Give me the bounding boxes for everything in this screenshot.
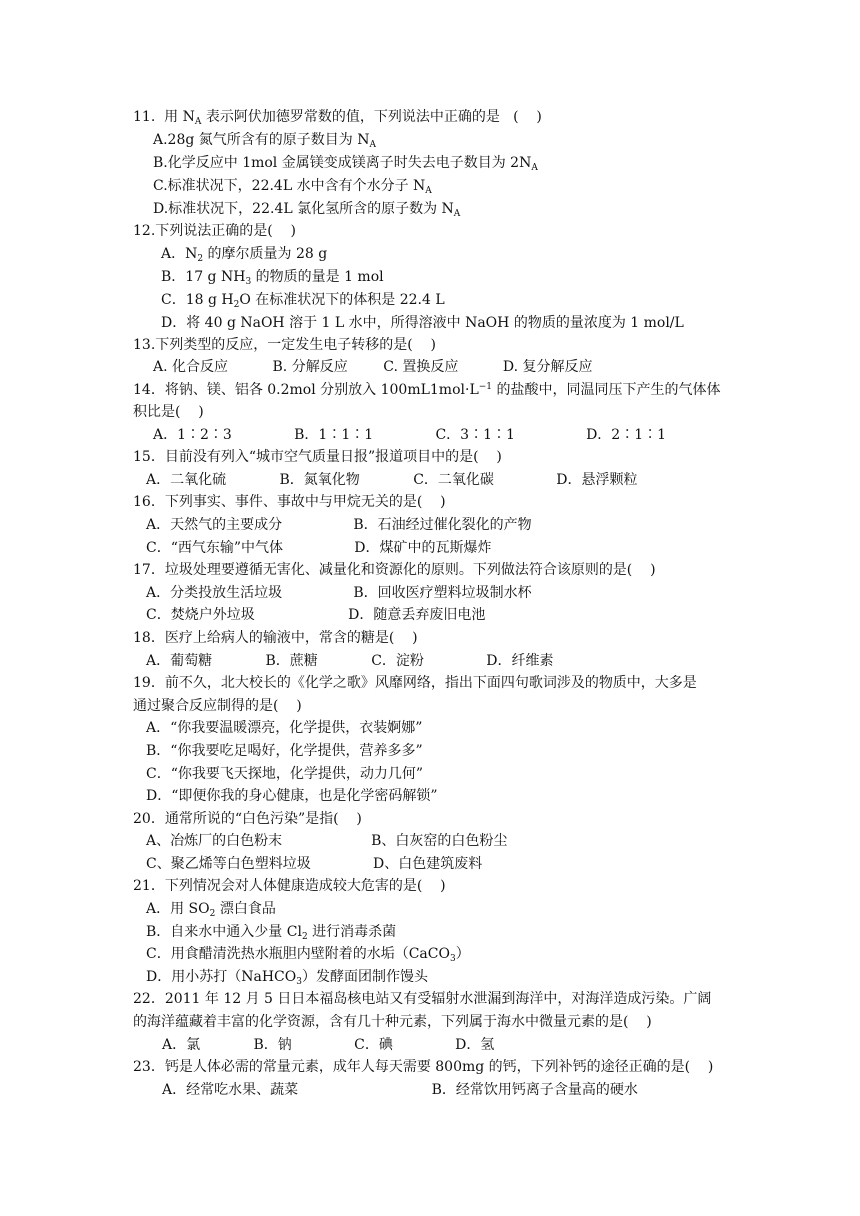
q12-option-c: C．18 g $H_2O$ 在标准状况下的体积是 22.4 L: [161, 292, 445, 310]
q12-option-d: D．将 40 g NaOH 溶于 1 L 水中，所得溶液中 NaOH 的物质的量浓度为 1 mol/L: [161, 315, 684, 331]
q20-options-ab: A、冶炼厂的白色粉末 B、白灰窑的白色粉尘: [146, 833, 508, 849]
q16-stem: 16．下列事实、事件、事故中与甲烷无关的是( ): [133, 494, 446, 510]
q19-option-a: A．“你我要温暖漂亮，化学提供，衣装婀娜”: [146, 720, 423, 736]
q21-option-b: B．自来水中通入少量 $Cl_2$ 进行消毒杀菌: [146, 924, 397, 942]
q16-options-ab: A．天然气的主要成分 B．石油经过催化裂化的产物: [146, 517, 532, 533]
q14-stem-line1: 14．将钠、镁、铝各 0.2mol 分别放入 $100mL1mol\cdot L^{-1}$ 的盐酸中，同温同压下产生的气体体: [133, 382, 721, 398]
q19-option-b: B．“你我要吃足喝好，化学提供，营养多多”: [146, 743, 423, 759]
q19-option-c: C．“你我要飞天探地，化学提供，动力几何”: [146, 766, 424, 782]
q16-options-cd: C．“西气东输”中气体 D．煤矿中的瓦斯爆炸: [146, 540, 492, 556]
q13-options: A. 化合反应 B. 分解反应 C. 置换反应 D. 复分解反应: [153, 359, 593, 375]
q15-stem: 15．目前没有列入“城市空气质量日报”报道项目中的是( ): [133, 449, 502, 465]
q23-stem: 23．钙是人体必需的常量元素，成年人每天需要 800mg 的钙，下列补钙的途径正确的是( ): [133, 1059, 714, 1075]
q21-option-d: D．用小苏打（NaHCO$_3$）发酵面团制作馒头: [146, 969, 428, 987]
q11-option-b: B.化学反应中 1mol 金属镁变成镁离子时失去电子数目为 $2N_A$: [153, 155, 538, 173]
q13-stem: 13.下列类型的反应，一定发生电子转移的是( ): [133, 337, 436, 353]
q11-option-a: A.28g 氮气所含有的原子数目为 $N_A$: [153, 132, 376, 150]
q14-options: A．1∶2∶3 B．1∶1∶1 C．3∶1∶1 D．2∶1∶1: [153, 427, 667, 443]
q19-option-d: D．“即便你我的身心健康，也是化学密码解锁”: [146, 788, 438, 804]
q11-option-d: D.标准状况下，22.4L 氯化氢所含的原子数为 $N_A$: [153, 201, 461, 219]
q11-option-c: C.标准状况下，22.4L 水中含有个水分子 $N_A$: [153, 178, 432, 196]
q12-option-a: A．$N_2$ 的摩尔质量为 28 g: [161, 246, 328, 264]
q21-option-a: A．用 $SO_2$ 漂白食品: [146, 901, 276, 919]
q20-options-cd: C、聚乙烯等白色塑料垃圾 D、白色建筑废料: [146, 856, 483, 872]
q21-stem: 21．下列情况会对人体健康造成较大危害的是( ): [133, 878, 446, 894]
q23-options-ab: A．经常吃水果、蔬菜 B．经常饮用钙离子含量高的硬水: [162, 1082, 638, 1098]
q22-options: A．氯 B．钠 C．碘 D．氢: [162, 1037, 495, 1053]
q12-stem: 12.下列说法正确的是( ): [133, 223, 296, 239]
q17-options-cd: C．焚烧户外垃圾 D．随意丢弃废旧电池: [146, 607, 486, 623]
q18-stem: 18．医疗上给病人的输液中，常含的糖是( ): [133, 630, 418, 646]
q11-stem: 11. 用 $N_A$ 表示阿伏加德罗常数的值，下列说法中正确的是 ( ): [133, 109, 542, 127]
q20-stem: 20．通常所说的“白色污染”是指( ): [133, 811, 362, 827]
q14-stem-line2: 积比是( ): [133, 404, 204, 420]
q19-stem-line2: 通过聚合反应制得的是( ): [133, 698, 302, 714]
q17-stem: 17．垃圾处理要遵循无害化、减量化和资源化的原则。下列做法符合该原则的是( ): [133, 562, 656, 578]
q19-stem-line1: 19．前不久，北大校长的《化学之歌》风靡网络，指出下面四句歌词涉及的物质中，大多是: [133, 675, 697, 691]
q17-options-ab: A．分类投放生活垃圾 B．回收医疗塑料垃圾制水杯: [146, 585, 532, 601]
q18-options: A．葡萄糖 B．蔗糖 C．淀粉 D．纤维素: [146, 653, 554, 669]
q22-stem-line2: 的海洋蕴藏着丰富的化学资源，含有几十种元素，下列属于海水中微量元素的是( ): [133, 1014, 652, 1030]
q22-stem-line1: 22．2011 年 12 月 5 日日本福岛核电站又有受辐射水泄漏到海洋中，对海洋造成污染。广阔: [133, 991, 712, 1007]
q21-option-c: C．用食醋清洗热水瓶胆内壁附着的水垢（CaCO$_3$）: [146, 946, 470, 964]
q12-option-b: B．17 g $NH_3$ 的物质的量是 1 mol: [161, 269, 384, 287]
q15-options: A．二氧化硫 B．氮氧化物 C．二氧化碳 D．悬浮颗粒: [146, 472, 638, 488]
